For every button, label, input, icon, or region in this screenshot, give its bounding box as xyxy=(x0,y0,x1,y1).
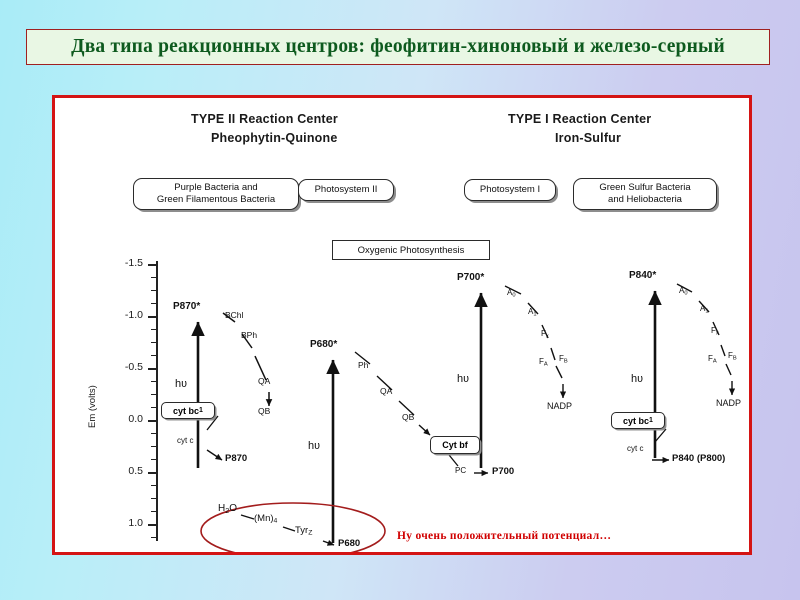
y-tick-minor xyxy=(151,329,157,330)
box-purple-bacteria[interactable] xyxy=(133,178,299,210)
y-tick-minor xyxy=(151,381,157,382)
y-tick-major-0 xyxy=(148,264,157,266)
label-bchl: BChl xyxy=(225,310,244,320)
y-tick-major-3 xyxy=(148,420,157,422)
header-type1-line2: Iron-Sulfur xyxy=(555,131,622,145)
cyt-bf-label: Cyt bf xyxy=(442,440,468,450)
box-cyt-bc1-right[interactable]: cyt bc 1 xyxy=(611,412,665,429)
label-nadp-gsb: NADP xyxy=(716,398,742,408)
box-purple-bacteria-line1: Purple Bacteria and xyxy=(174,182,258,194)
label-qb-1: QB xyxy=(258,406,271,416)
y-tick-label-2: -0.5 xyxy=(124,361,143,373)
label-fa-psi: $F_A$ xyxy=(539,357,548,368)
label-cyt-c-2: cyt c xyxy=(627,444,644,453)
label-p840-ground: P840 (P800) xyxy=(672,453,726,464)
box-photosystem-1-label: Photosystem I xyxy=(479,184,541,196)
label-ph: Ph xyxy=(358,360,369,370)
box-green-sulfur-bacteria[interactable] xyxy=(573,178,717,210)
label-photon-2: hʋ xyxy=(308,440,321,452)
box-photosystem-1[interactable] xyxy=(464,179,556,201)
y-tick-label-5: 1.0 xyxy=(128,517,143,529)
y-tick-minor xyxy=(151,498,157,499)
label-a1-psi: $A_1$ xyxy=(528,307,537,318)
label-photon-1: hʋ xyxy=(175,378,188,390)
box-green-sulfur-line2: and Heliobacteria xyxy=(608,194,682,205)
y-tick-minor xyxy=(151,355,157,356)
diagram-panel xyxy=(52,95,752,555)
y-tick-label-4: 0.5 xyxy=(128,465,143,477)
box-photosystem-2[interactable] xyxy=(298,179,394,201)
y-tick-minor xyxy=(151,394,157,395)
label-qa-2: QA xyxy=(380,386,393,396)
label-p870-ground: P870 xyxy=(225,453,248,464)
y-tick-major-5 xyxy=(148,524,157,526)
y-tick-major-1 xyxy=(148,316,157,318)
label-p680-target: P680 xyxy=(338,538,361,549)
box-oxygenic-photosynthesis[interactable] xyxy=(332,240,490,260)
y-tick-minor xyxy=(151,485,157,486)
header-type1-line1: TYPE I Reaction Center xyxy=(508,112,652,126)
label-bph: BPh xyxy=(241,330,258,340)
y-tick-minor xyxy=(151,511,157,512)
slide-title-box xyxy=(26,29,770,65)
cyt-bc1-right-label: cyt bc xyxy=(623,415,650,426)
y-tick-label-1: -1.0 xyxy=(124,309,143,321)
header-type2-line1: TYPE II Reaction Center xyxy=(191,112,338,126)
label-tyrosine-z: Tyr$_Z$ xyxy=(295,525,313,537)
label-fb-gsb: $F_B$ xyxy=(728,351,737,362)
y-axis-label: Em (volts) xyxy=(87,385,98,428)
label-water: $H_2O$ xyxy=(218,503,238,515)
box-cyt-bf[interactable] xyxy=(430,436,480,454)
y-tick-label-3: 0.0 xyxy=(128,413,143,425)
label-a1-gsb: $A_1$ xyxy=(700,304,709,315)
y-tick-minor xyxy=(151,277,157,278)
y-tick-minor xyxy=(151,433,157,434)
label-photon-3: hʋ xyxy=(457,373,470,385)
label-fb-psi: $F_B$ xyxy=(559,354,568,365)
label-fx-psi: $F_x$ xyxy=(541,329,549,340)
label-manganese-cluster: $(Mn)_4$ xyxy=(254,513,278,525)
y-tick-minor xyxy=(151,303,157,304)
y-tick-label-0: -1.5 xyxy=(124,257,143,269)
label-cyt-c-1: cyt c xyxy=(177,436,194,445)
page-title: Два типа реакционных центров: феофитин-хиноновый и железо-серный xyxy=(71,36,725,57)
box-photosystem-2-label: Photosystem II xyxy=(314,184,378,196)
y-tick-minor xyxy=(151,290,157,291)
label-p870-excited: P870* xyxy=(173,301,201,312)
label-qa-1: QA xyxy=(258,376,271,386)
label-p700-ground: P700 xyxy=(492,466,515,477)
y-tick-minor xyxy=(151,537,157,538)
diagram-inner xyxy=(55,98,749,552)
header-type2-line2: Pheophytin-Quinone xyxy=(211,131,338,145)
label-pc-1: PC xyxy=(455,466,467,475)
label-p840-excited: P840* xyxy=(629,270,657,281)
y-tick-minor xyxy=(151,459,157,460)
label-p700-excited: P700* xyxy=(457,272,485,283)
diagram-vector-overlay xyxy=(55,98,755,552)
annotation-potential: Ну очень положительный потенциал… xyxy=(397,530,612,542)
y-tick-major-2 xyxy=(148,368,157,370)
box-cyt-bc1-left[interactable]: cyt bc 1 xyxy=(161,402,215,419)
label-a0-psi: $A_0$ xyxy=(507,288,516,299)
box-green-sulfur-line1: Green Sulfur Bacteria xyxy=(599,182,691,194)
oxygenic-photosynthesis-label: Oxygenic Photosynthesis xyxy=(357,244,465,256)
y-tick-minor xyxy=(151,407,157,408)
label-fa-gsb: $F_A$ xyxy=(708,354,717,365)
label-fx-gsb: $F_x$ xyxy=(711,326,719,337)
cyt-bc1-left-label: cyt bc xyxy=(173,405,200,416)
label-p680-excited: P680* xyxy=(310,339,338,350)
label-a0-gsb: $A_0$ xyxy=(679,286,688,297)
y-tick-minor xyxy=(151,342,157,343)
y-tick-major-4 xyxy=(148,472,157,474)
label-nadp-psi: NADP xyxy=(547,401,573,411)
label-qb-2: QB xyxy=(402,412,415,422)
y-tick-minor xyxy=(151,446,157,447)
box-purple-bacteria-line2: Green Filamentous Bacteria xyxy=(156,194,276,205)
label-photon-4: hʋ xyxy=(631,373,644,385)
